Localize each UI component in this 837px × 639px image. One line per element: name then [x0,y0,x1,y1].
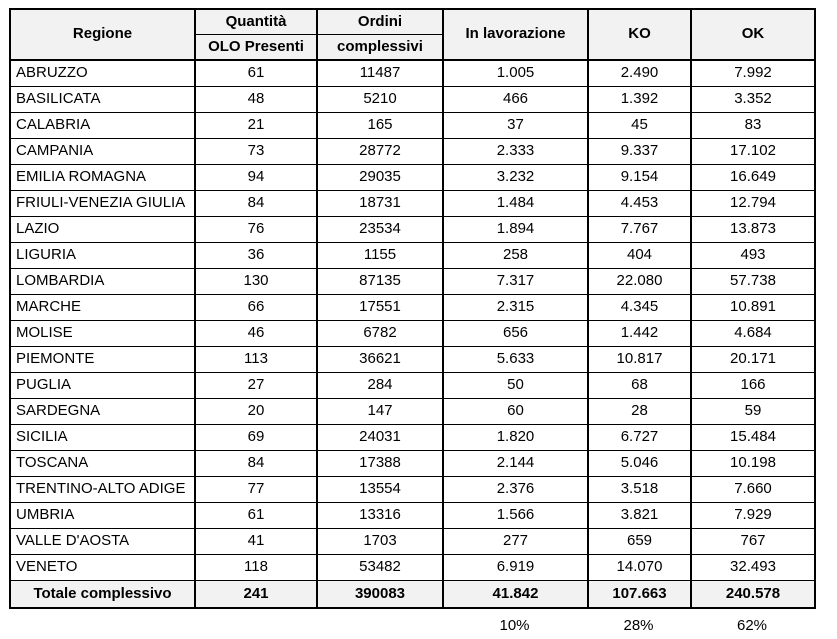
value-cell: 1703 [317,529,443,555]
percent-empty-regione [9,611,194,639]
table-row [10,451,815,477]
value-cell: 4.453 [588,191,691,217]
region-cell: EMILIA ROMAGNA [10,165,195,191]
header-regione: Regione [10,9,195,60]
table-row [10,529,815,555]
value-cell: 165 [317,113,443,139]
percent-empty-ordini [316,611,442,639]
value-cell: 284 [317,373,443,399]
value-cell: 7.317 [443,269,588,295]
region-cell: BASILICATA [10,87,195,113]
header-ordini: Ordini [317,9,443,35]
value-cell: 17388 [317,451,443,477]
region-cell: LAZIO [10,217,195,243]
value-cell: 659 [588,529,691,555]
region-cell: SARDEGNA [10,399,195,425]
region-cell: TOSCANA [10,451,195,477]
value-cell: 9.154 [588,165,691,191]
table-row [10,243,815,269]
value-cell: 1.392 [588,87,691,113]
table-row [10,165,815,191]
value-cell: 57.738 [691,269,815,295]
value-cell: 2.144 [443,451,588,477]
value-cell: 277 [443,529,588,555]
value-cell: 24031 [317,425,443,451]
value-cell: 14.070 [588,555,691,581]
value-cell: 13.873 [691,217,815,243]
value-cell: 68 [588,373,691,399]
value-cell: 37 [443,113,588,139]
region-cell: CALABRIA [10,113,195,139]
value-cell: 22.080 [588,269,691,295]
percent-in-lavorazione: 10% [499,616,530,634]
value-cell: 41 [195,529,317,555]
value-cell: 1155 [317,243,443,269]
value-cell: 18731 [317,191,443,217]
value-cell: 9.337 [588,139,691,165]
value-cell: 36621 [317,347,443,373]
value-cell: 17.102 [691,139,815,165]
value-cell: 59 [691,399,815,425]
value-cell: 5210 [317,87,443,113]
value-cell: 6.727 [588,425,691,451]
value-cell: 2.376 [443,477,588,503]
table-row [10,399,815,425]
table-row [10,191,815,217]
table-row [10,321,815,347]
value-cell: 32.493 [691,555,815,581]
region-cell: TRENTINO-ALTO ADIGE [10,477,195,503]
value-cell: 3.352 [691,87,815,113]
total-ko: 107.663 [588,581,691,609]
region-cell: SICILIA [10,425,195,451]
value-cell: 1.484 [443,191,588,217]
value-cell: 130 [195,269,317,295]
value-cell: 73 [195,139,317,165]
region-cell: VENETO [10,555,195,581]
value-cell: 84 [195,451,317,477]
value-cell: 5.046 [588,451,691,477]
value-cell: 10.198 [691,451,815,477]
header-complessivi: complessivi [317,35,443,61]
value-cell: 6.919 [443,555,588,581]
percent-ok: 62% [736,616,768,634]
total-row [10,581,815,609]
region-cell: CAMPANIA [10,139,195,165]
value-cell: 29035 [317,165,443,191]
value-cell: 46 [195,321,317,347]
value-cell: 20 [195,399,317,425]
value-cell: 87135 [317,269,443,295]
total-label: Totale complessivo [10,581,195,609]
header-ok: OK [691,9,815,60]
header-quantita: Quantità [195,9,317,35]
value-cell: 15.484 [691,425,815,451]
total-ordini: 390083 [317,581,443,609]
table-body [10,60,815,581]
value-cell: 258 [443,243,588,269]
value-cell: 77 [195,477,317,503]
value-cell: 166 [691,373,815,399]
value-cell: 1.566 [443,503,588,529]
table-row [10,113,815,139]
value-cell: 7.929 [691,503,815,529]
value-cell: 3.232 [443,165,588,191]
value-cell: 4.684 [691,321,815,347]
total-in-lavorazione: 41.842 [443,581,588,609]
header-in-lavorazione: In lavorazione [443,9,588,60]
value-cell: 21 [195,113,317,139]
percent-empty-olo [194,611,316,639]
table-footer [10,581,815,609]
value-cell: 404 [588,243,691,269]
percent-row [9,611,814,639]
header-ko: KO [588,9,691,60]
value-cell: 53482 [317,555,443,581]
value-cell: 113 [195,347,317,373]
table-row [10,347,815,373]
value-cell: 76 [195,217,317,243]
percent-row-cells [9,611,814,639]
table-header [10,9,815,60]
value-cell: 69 [195,425,317,451]
value-cell: 6782 [317,321,443,347]
value-cell: 94 [195,165,317,191]
data-table [9,8,816,609]
table-row [10,555,815,581]
value-cell: 3.821 [588,503,691,529]
region-cell: ABRUZZO [10,60,195,87]
value-cell: 48 [195,87,317,113]
header-row-top [10,9,815,35]
table-row [10,503,815,529]
value-cell: 5.633 [443,347,588,373]
value-cell: 20.171 [691,347,815,373]
value-cell: 2.315 [443,295,588,321]
value-cell: 12.794 [691,191,815,217]
value-cell: 7.767 [588,217,691,243]
value-cell: 60 [443,399,588,425]
value-cell: 11487 [317,60,443,87]
value-cell: 3.518 [588,477,691,503]
value-cell: 84 [195,191,317,217]
region-cell: UMBRIA [10,503,195,529]
total-ok: 240.578 [691,581,815,609]
table-row [10,269,815,295]
value-cell: 147 [317,399,443,425]
value-cell: 61 [195,503,317,529]
pivot-table [9,8,814,639]
value-cell: 36 [195,243,317,269]
value-cell: 1.820 [443,425,588,451]
table-row [10,87,815,113]
value-cell: 493 [691,243,815,269]
region-cell: LOMBARDIA [10,269,195,295]
value-cell: 13554 [317,477,443,503]
value-cell: 466 [443,87,588,113]
value-cell: 10.817 [588,347,691,373]
table-row [10,425,815,451]
value-cell: 17551 [317,295,443,321]
value-cell: 656 [443,321,588,347]
value-cell: 1.442 [588,321,691,347]
region-cell: LIGURIA [10,243,195,269]
table-row [10,139,815,165]
value-cell: 118 [195,555,317,581]
value-cell: 7.992 [691,60,815,87]
total-olo-presenti: 241 [195,581,317,609]
region-cell: PUGLIA [10,373,195,399]
value-cell: 13316 [317,503,443,529]
value-cell: 1.005 [443,60,588,87]
region-cell: PIEMONTE [10,347,195,373]
percent-ko: 28% [623,616,654,634]
value-cell: 10.891 [691,295,815,321]
value-cell: 66 [195,295,317,321]
value-cell: 767 [691,529,815,555]
value-cell: 27 [195,373,317,399]
value-cell: 2.333 [443,139,588,165]
value-cell: 1.894 [443,217,588,243]
region-cell: MARCHE [10,295,195,321]
value-cell: 4.345 [588,295,691,321]
value-cell: 28772 [317,139,443,165]
region-cell: FRIULI-VENEZIA GIULIA [10,191,195,217]
table-row [10,373,815,399]
region-cell: VALLE D'AOSTA [10,529,195,555]
value-cell: 2.490 [588,60,691,87]
table-row [10,60,815,87]
table-row [10,477,815,503]
value-cell: 61 [195,60,317,87]
region-cell: MOLISE [10,321,195,347]
value-cell: 83 [691,113,815,139]
table-row [10,217,815,243]
value-cell: 28 [588,399,691,425]
table-row [10,295,815,321]
value-cell: 16.649 [691,165,815,191]
value-cell: 7.660 [691,477,815,503]
value-cell: 45 [588,113,691,139]
value-cell: 50 [443,373,588,399]
header-olo-presenti: OLO Presenti [195,35,317,61]
value-cell: 23534 [317,217,443,243]
